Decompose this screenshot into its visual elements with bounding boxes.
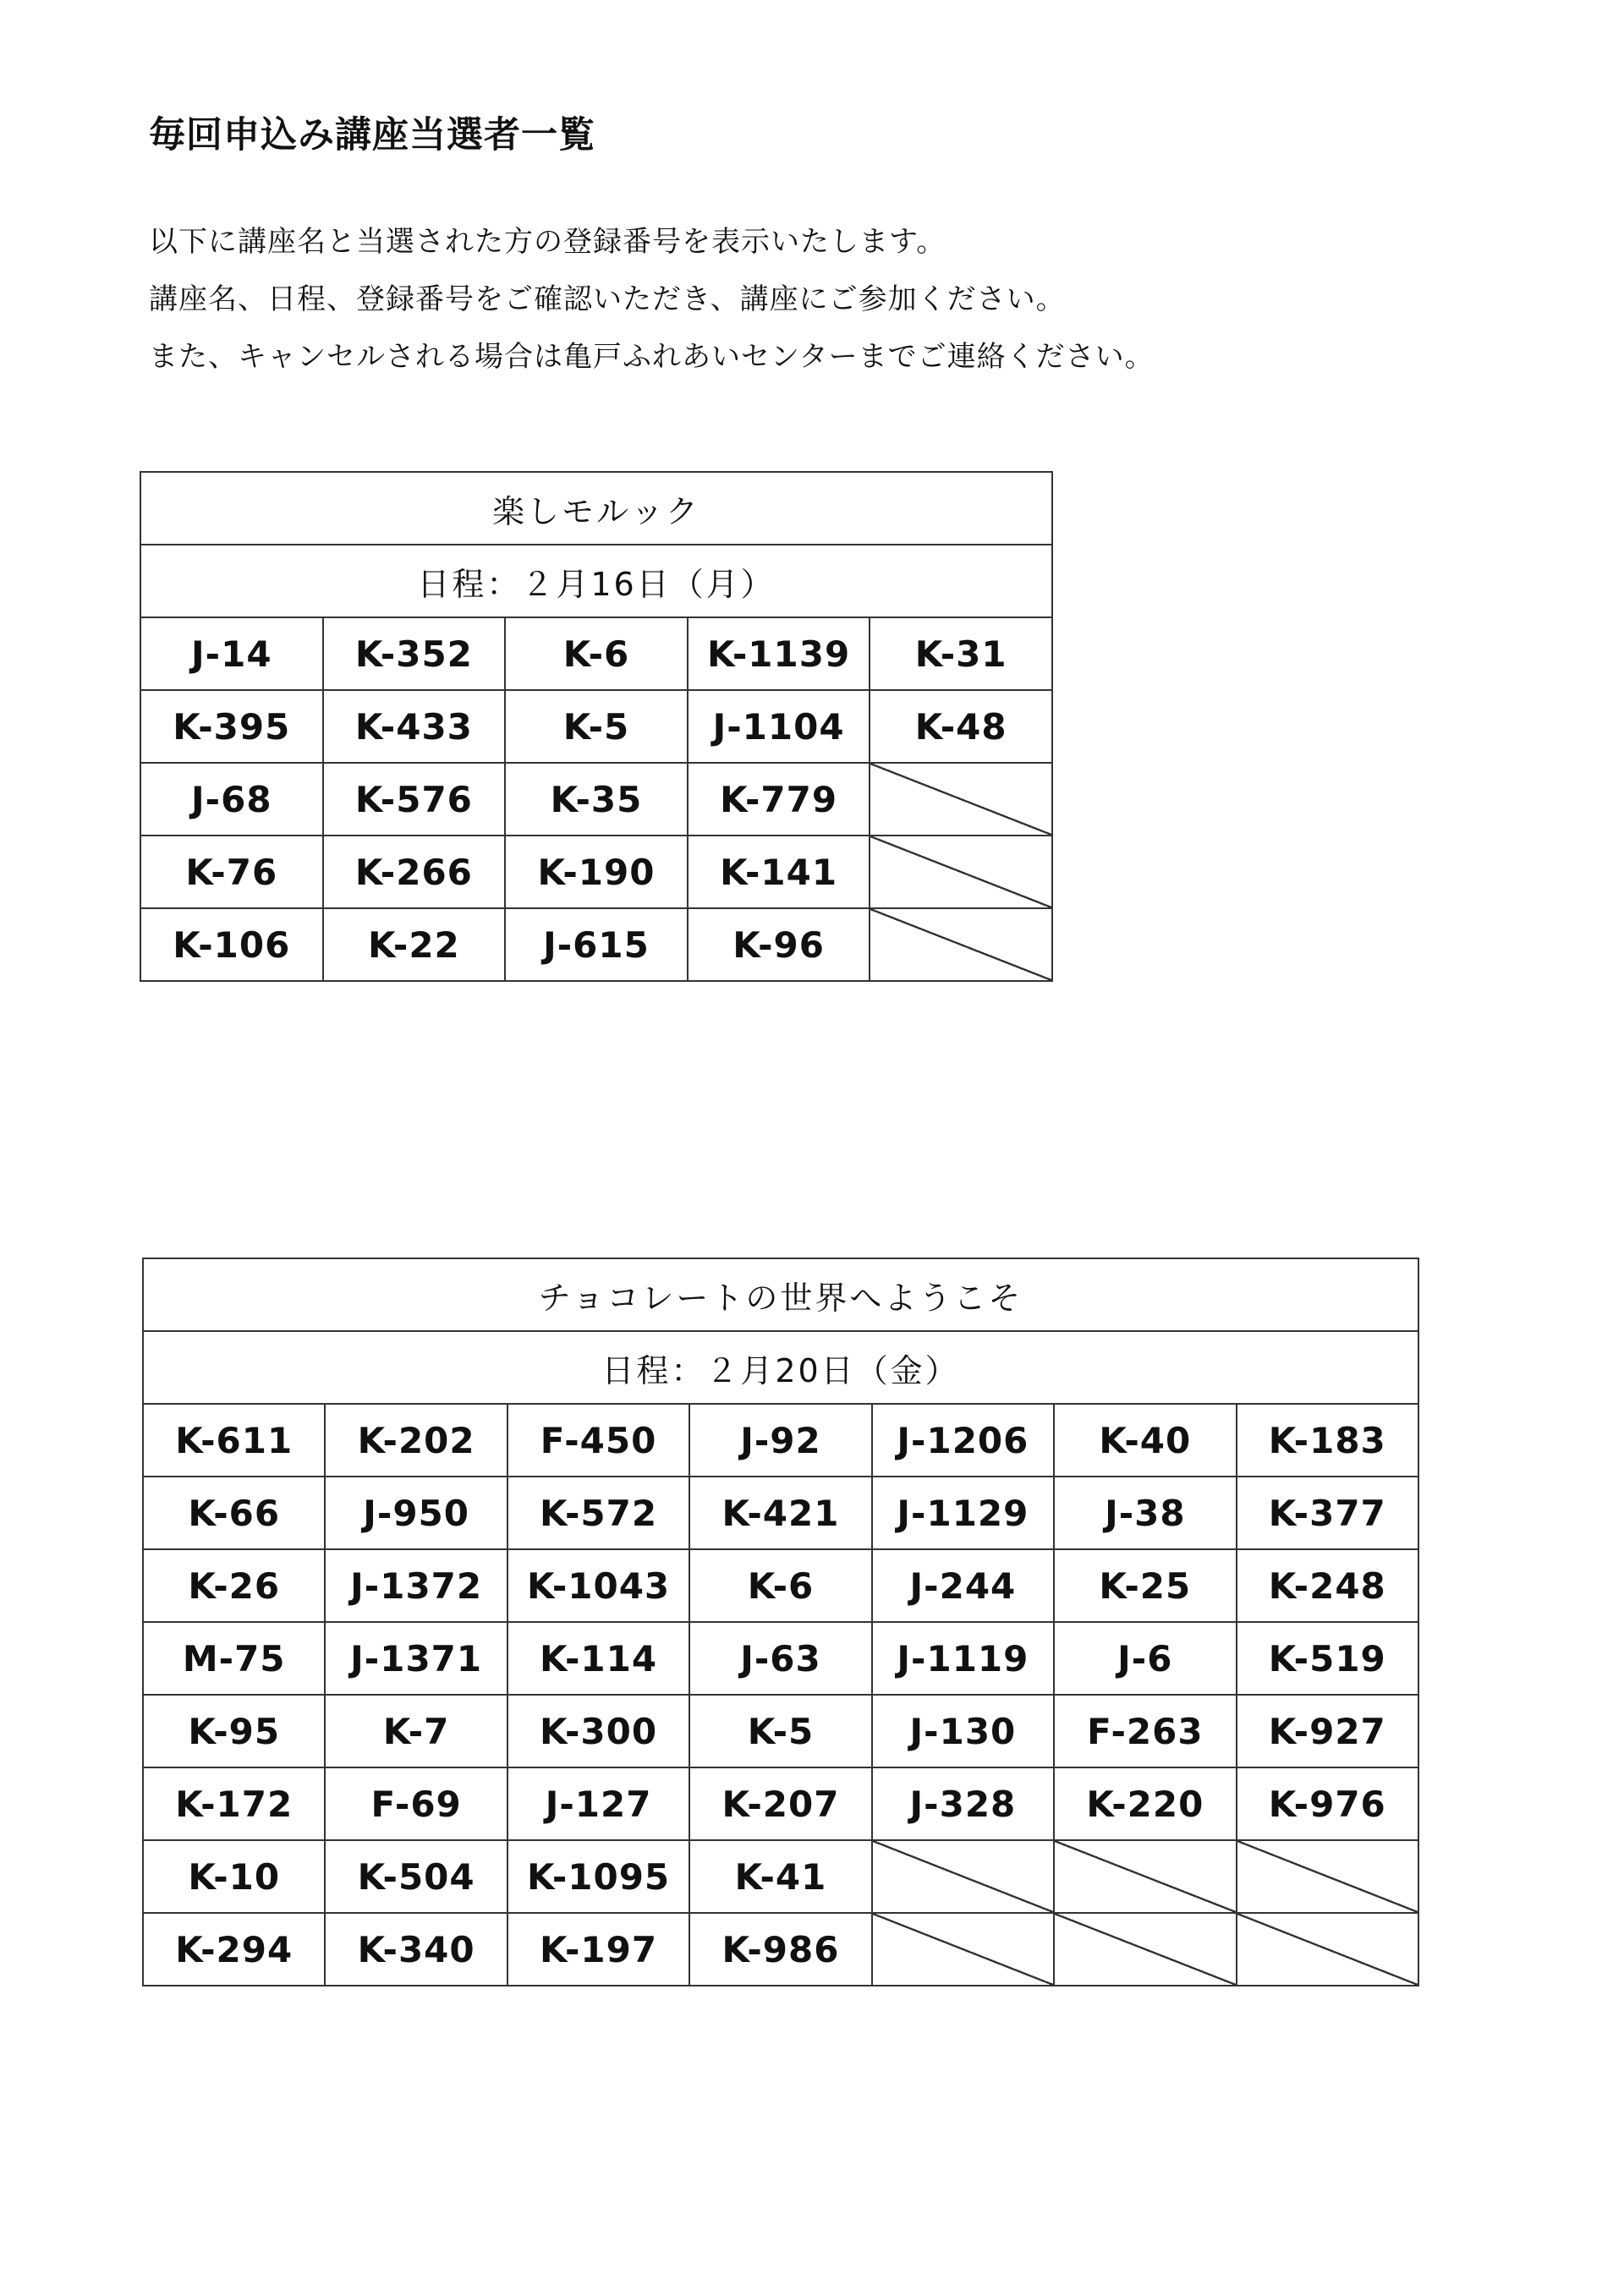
registration-number: K-266	[323, 836, 506, 908]
registration-number: K-294	[143, 1913, 325, 1986]
registration-number: J-127	[508, 1767, 689, 1840]
registration-number: K-5	[689, 1695, 871, 1767]
registration-number: J-1119	[872, 1622, 1054, 1695]
table-row	[143, 1622, 1418, 1695]
registration-number: J-328	[872, 1767, 1054, 1840]
registration-number: K-779	[688, 763, 870, 836]
registration-number: K-48	[870, 690, 1052, 763]
registration-number: K-26	[143, 1549, 325, 1622]
course-table-chocolate	[142, 1258, 1419, 1986]
empty-cell	[872, 1913, 1054, 1986]
registration-number: K-421	[689, 1477, 871, 1549]
empty-cell	[870, 908, 1052, 981]
table-row	[140, 836, 1052, 908]
registration-number: K-40	[1054, 1404, 1236, 1477]
registration-number: K-340	[325, 1913, 507, 1986]
intro-line: 講座名、日程、登録番号をご確認いただき、講座にご参加ください。	[149, 282, 1066, 316]
empty-cell	[870, 836, 1052, 908]
registration-number: K-207	[689, 1767, 871, 1840]
registration-number: K-183	[1237, 1404, 1418, 1477]
registration-number: J-130	[872, 1695, 1054, 1767]
table-row	[140, 908, 1052, 981]
empty-cell	[1054, 1913, 1236, 1986]
registration-number: J-244	[872, 1549, 1054, 1622]
intro-line: 以下に講座名と当選された方の登録番号を表示いたします。	[149, 225, 946, 259]
empty-cell	[1054, 1840, 1236, 1913]
registration-number: K-25	[1054, 1549, 1236, 1622]
course-date: 日程：２月20日（金）	[143, 1331, 1418, 1404]
registration-number: J-14	[140, 617, 323, 690]
table-row	[140, 690, 1052, 763]
registration-number: K-248	[1237, 1549, 1418, 1622]
page-title: 毎回申込み講座当選者一覧	[149, 114, 595, 156]
registration-number: K-504	[325, 1840, 507, 1913]
registration-number: K-300	[508, 1695, 689, 1767]
registration-number: K-31	[870, 617, 1052, 690]
registration-number: K-927	[1237, 1695, 1418, 1767]
registration-number: K-202	[325, 1404, 507, 1477]
registration-number: K-22	[323, 908, 506, 981]
registration-number: K-433	[323, 690, 506, 763]
registration-number: J-1371	[325, 1622, 507, 1695]
registration-number: K-197	[508, 1913, 689, 1986]
registration-number: K-95	[143, 1695, 325, 1767]
course-table-molkky	[140, 471, 1053, 982]
registration-number: K-190	[505, 836, 688, 908]
table-row	[140, 617, 1052, 690]
registration-number: K-377	[1237, 1477, 1418, 1549]
registration-number: K-141	[688, 836, 870, 908]
registration-number: K-986	[689, 1913, 871, 1986]
registration-number: K-41	[689, 1840, 871, 1913]
table-row	[143, 1549, 1418, 1622]
registration-number: F-69	[325, 1767, 507, 1840]
empty-cell	[872, 1840, 1054, 1913]
registration-number: J-1104	[688, 690, 870, 763]
registration-number: K-220	[1054, 1767, 1236, 1840]
empty-cell	[1237, 1840, 1418, 1913]
table-row	[143, 1913, 1418, 1986]
registration-number: K-7	[325, 1695, 507, 1767]
registration-number: J-615	[505, 908, 688, 981]
registration-number: K-1139	[688, 617, 870, 690]
registration-number: K-96	[688, 908, 870, 981]
course-date: 日程：２月16日（月）	[140, 545, 1052, 617]
registration-number: M-75	[143, 1622, 325, 1695]
course-name: チョコレートの世界へようこそ	[143, 1258, 1418, 1331]
registration-number: J-63	[689, 1622, 871, 1695]
intro-line: また、キャンセルされる場合は亀戸ふれあいセンターまでご連絡ください。	[149, 340, 1155, 374]
registration-number: J-6	[1054, 1622, 1236, 1695]
intro-text	[149, 222, 1155, 394]
registration-number: K-1095	[508, 1840, 689, 1913]
empty-cell	[870, 763, 1052, 836]
registration-number: K-1043	[508, 1549, 689, 1622]
table-row	[143, 1695, 1418, 1767]
registration-number: K-114	[508, 1622, 689, 1695]
registration-number: K-352	[323, 617, 506, 690]
table-row	[140, 763, 1052, 836]
registration-number: K-572	[508, 1477, 689, 1549]
registration-number: J-1206	[872, 1404, 1054, 1477]
registration-number: F-263	[1054, 1695, 1236, 1767]
registration-number: K-35	[505, 763, 688, 836]
registration-number: K-5	[505, 690, 688, 763]
registration-number: K-519	[1237, 1622, 1418, 1695]
table-row	[143, 1767, 1418, 1840]
registration-number: J-950	[325, 1477, 507, 1549]
table-row	[143, 1840, 1418, 1913]
course-name: 楽しモルック	[140, 472, 1052, 545]
registration-number: K-611	[143, 1404, 325, 1477]
registration-number: J-68	[140, 763, 323, 836]
registration-number: K-10	[143, 1840, 325, 1913]
registration-number: F-450	[508, 1404, 689, 1477]
registration-number: K-172	[143, 1767, 325, 1840]
registration-number: K-576	[323, 763, 506, 836]
registration-number: K-106	[140, 908, 323, 981]
registration-number: K-6	[505, 617, 688, 690]
registration-number: J-1129	[872, 1477, 1054, 1549]
registration-number: J-92	[689, 1404, 871, 1477]
registration-number: J-38	[1054, 1477, 1236, 1549]
registration-number: J-1372	[325, 1549, 507, 1622]
registration-number: K-6	[689, 1549, 871, 1622]
registration-number: K-66	[143, 1477, 325, 1549]
table-row	[143, 1477, 1418, 1549]
registration-number: K-76	[140, 836, 323, 908]
registration-number: K-976	[1237, 1767, 1418, 1840]
registration-number: K-395	[140, 690, 323, 763]
empty-cell	[1237, 1913, 1418, 1986]
table-row	[143, 1404, 1418, 1477]
